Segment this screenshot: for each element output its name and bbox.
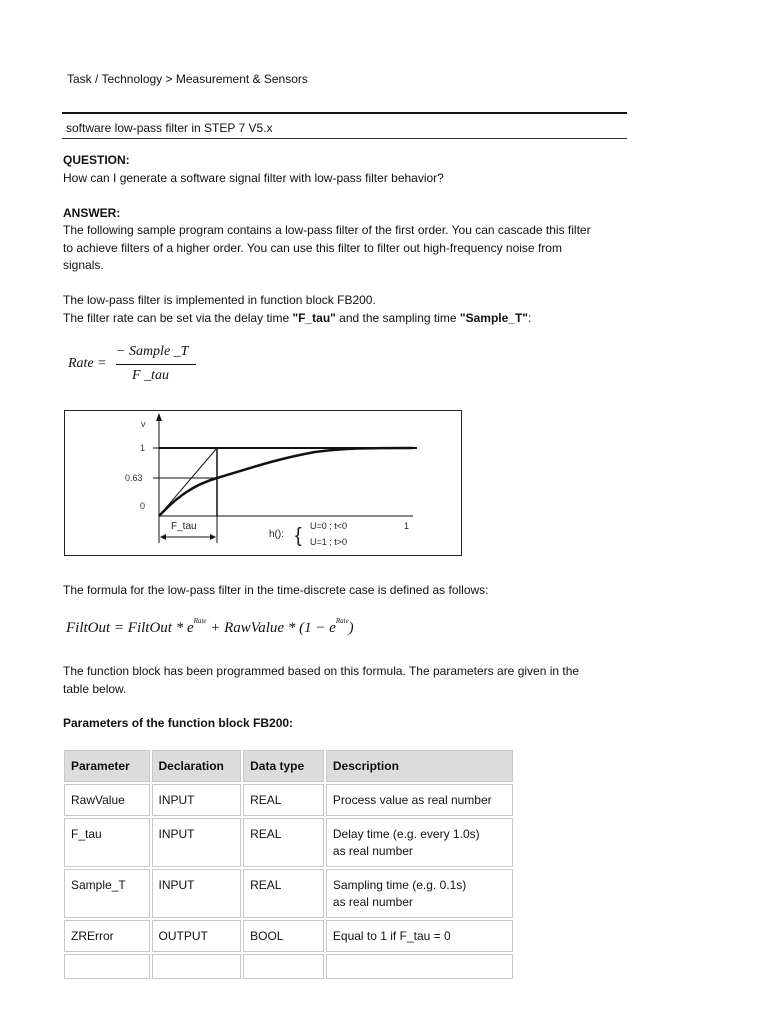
param-declaration: OUTPUT bbox=[152, 920, 242, 952]
y-axis-arrow-icon bbox=[156, 413, 162, 421]
rate-formula-lhs: Rate = bbox=[68, 356, 107, 371]
header-parameter: Parameter bbox=[64, 750, 150, 782]
formula-exponent-2: Rate bbox=[335, 617, 349, 625]
brace-icon: { bbox=[295, 525, 302, 547]
ftau-label: F_tau bbox=[171, 521, 197, 532]
h-case-1: U=0 ; t<0 bbox=[310, 521, 348, 531]
tick-063-label: 0.63 bbox=[125, 473, 143, 483]
lowpass-formula bbox=[66, 617, 354, 637]
implementation-line-2 bbox=[63, 310, 623, 328]
header-declaration: Declaration bbox=[152, 750, 242, 782]
param-description-line: Sampling time (e.g. 0.1s) bbox=[332, 878, 467, 892]
param-data-type: REAL bbox=[243, 818, 324, 867]
formula-part-1: FiltOut = FiltOut * e bbox=[66, 620, 194, 636]
tick-1-label: 1 bbox=[140, 443, 146, 453]
fb-description-line-1: The function block has been programmed based on this formula. The parameters are given in the bbox=[63, 664, 580, 678]
answer-line: signals. bbox=[63, 258, 104, 272]
h-case-2: U=1 ; t>0 bbox=[310, 537, 348, 547]
param-description-line: as real number bbox=[332, 844, 413, 858]
sample-param-name: "Sample_T" bbox=[459, 310, 528, 325]
tick-0-label: 0 bbox=[140, 501, 146, 511]
header-data-type: Data type bbox=[243, 750, 324, 782]
fb-description-line-2: table below. bbox=[63, 681, 127, 696]
empty-cell bbox=[326, 954, 513, 979]
step-response-diagram bbox=[64, 410, 462, 556]
ftau-param-name: "F_tau" bbox=[292, 310, 336, 325]
empty-cell bbox=[243, 954, 324, 979]
y-axis-label: v bbox=[141, 419, 146, 429]
param-description bbox=[326, 920, 513, 952]
formula-part-3: ) bbox=[348, 620, 354, 636]
answer-paragraph bbox=[63, 222, 623, 275]
impl-text-mid: and the sampling time bbox=[335, 310, 460, 325]
param-description bbox=[326, 869, 513, 918]
title-bottom-rule bbox=[62, 138, 627, 139]
param-name: Sample_T bbox=[64, 869, 150, 918]
title-top-rule bbox=[62, 112, 627, 114]
implementation-line-1: The low-pass filter is implemented in function block FB200. bbox=[63, 293, 376, 307]
param-description bbox=[326, 784, 513, 816]
answer-heading: ANSWER: bbox=[63, 206, 121, 220]
formula-part-2: + RawValue * (1 − e bbox=[206, 620, 336, 636]
answer-line: The following sample program contains a low-pass filter of the first order. You can cascade this filter bbox=[63, 223, 591, 237]
param-data-type: REAL bbox=[243, 869, 324, 918]
fraction-bar bbox=[116, 364, 196, 365]
param-name: RawValue bbox=[64, 784, 150, 816]
table-row-empty bbox=[64, 954, 513, 979]
empty-cell bbox=[152, 954, 242, 979]
impl-text-post: : bbox=[528, 310, 532, 325]
param-declaration: INPUT bbox=[152, 818, 242, 867]
param-description bbox=[326, 818, 513, 867]
empty-cell bbox=[64, 954, 150, 979]
table-row bbox=[64, 869, 513, 918]
breadcrumb[interactable]: Task / Technology > Measurement & Sensors bbox=[67, 72, 308, 86]
parameters-title: Parameters of the function block FB200: bbox=[63, 716, 294, 730]
param-declaration: INPUT bbox=[152, 869, 242, 918]
formula-intro: The formula for the low-pass filter in the time-discrete case is defined as follows: bbox=[63, 583, 489, 597]
param-description-line: as real number bbox=[332, 895, 413, 909]
document-title: software low-pass filter in STEP 7 V5.x bbox=[66, 121, 273, 135]
table-row bbox=[64, 784, 513, 816]
h-function-label: h(): bbox=[269, 529, 284, 540]
x-tick-1-label: 1 bbox=[404, 521, 410, 531]
dimension-arrow-left-icon bbox=[160, 534, 166, 540]
answer-line: to achieve filters of a higher order. You can use this filter to filter out high-frequency noise from bbox=[63, 240, 562, 255]
question-heading: QUESTION: bbox=[63, 153, 130, 167]
step-response-svg bbox=[65, 411, 461, 555]
header-description: Description bbox=[326, 750, 513, 782]
fb-description bbox=[63, 663, 623, 698]
param-description-line: Equal to 1 if F_tau = 0 bbox=[332, 929, 451, 943]
parameters-table bbox=[62, 748, 515, 981]
param-description-line: Delay time (e.g. every 1.0s) bbox=[332, 827, 480, 841]
table-row bbox=[64, 920, 513, 952]
param-name: F_tau bbox=[64, 818, 150, 867]
formula-exponent-1: Rate bbox=[193, 617, 207, 625]
table-row bbox=[64, 818, 513, 867]
param-data-type: BOOL bbox=[243, 920, 324, 952]
param-declaration: INPUT bbox=[152, 784, 242, 816]
implementation-paragraph bbox=[63, 292, 623, 327]
dimension-arrow-right-icon bbox=[210, 534, 216, 540]
param-description-line: Process value as real number bbox=[332, 793, 492, 807]
rate-formula-denominator: F _tau bbox=[132, 368, 169, 383]
rate-formula-numerator: − Sample _T bbox=[116, 344, 189, 359]
param-name: ZRError bbox=[64, 920, 150, 952]
response-curve bbox=[159, 448, 413, 516]
table-header-row bbox=[64, 750, 513, 782]
question-text: How can I generate a software signal filter with low-pass filter behavior? bbox=[63, 171, 444, 185]
impl-text-pre: The filter rate can be set via the delay time bbox=[63, 310, 293, 325]
param-data-type: REAL bbox=[243, 784, 324, 816]
